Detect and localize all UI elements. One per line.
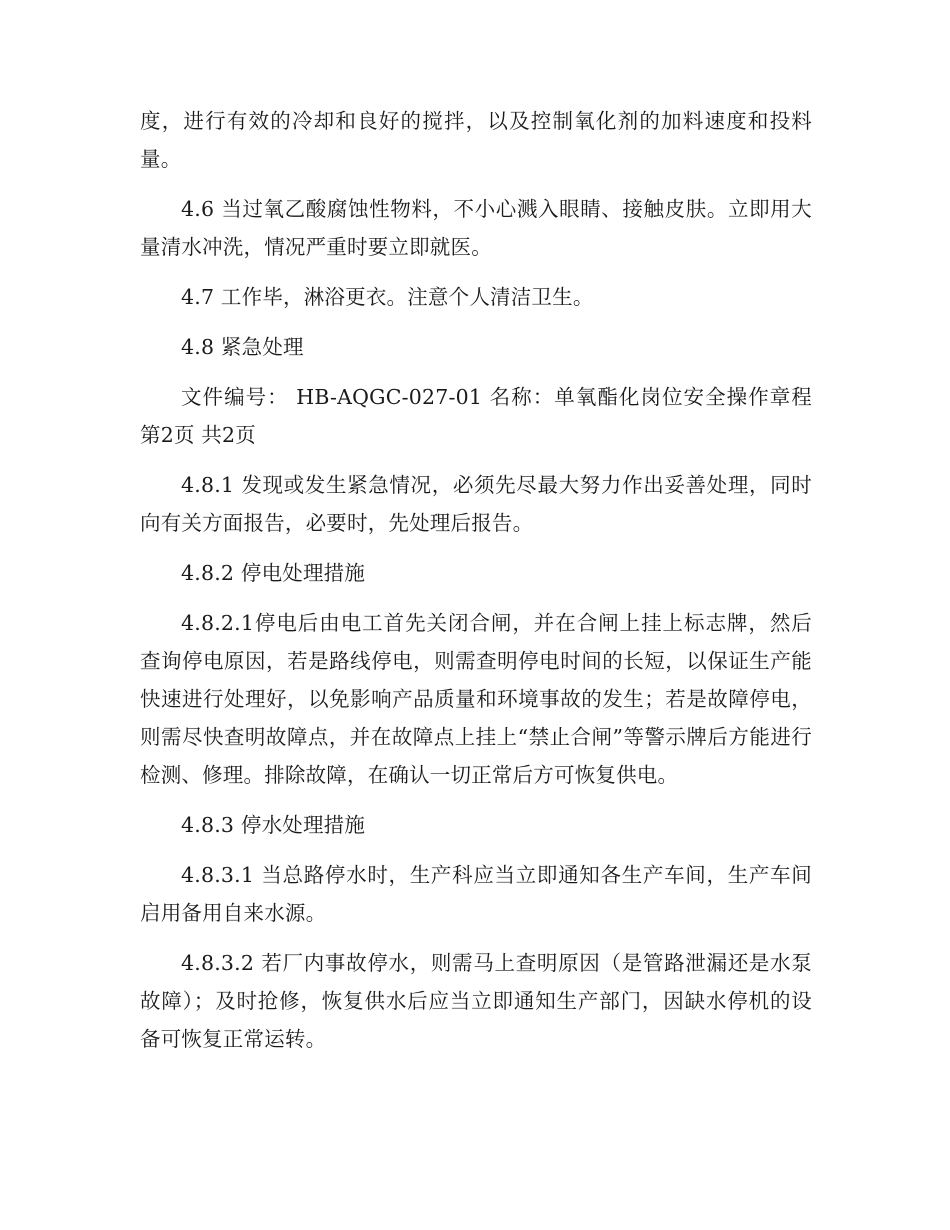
heading-4-8-2: 4.8.2 停电处理措施 xyxy=(181,561,366,585)
paragraph-4-8-2-1: 4.8.2.1停电后由电工首先关闭合闸，并在合闸上挂上标志牌，然后查询停电原因，若是路线停电，则需查明停电时间的长短，以保证生产能快速进行处理好，以免影响产品质量和环境事故的发生；若是故障停电，则需尽快查明故障点，并在故障点上挂上“禁止合闸”等警示牌后方能进行检测、修理。排除故障，在确认一切正常后方可恢复供电。 xyxy=(140,611,812,787)
heading-4-8-3: 4.8.3 停水处理措施 xyxy=(181,813,366,837)
paragraph-4-6: 4.6 当过氧乙酸腐蚀性物料，不小心溅入眼睛、接触皮肤。立即用大量清水冲洗，情况严重时要立即就医。 xyxy=(140,197,812,259)
heading-4-8: 4.8 紧急处理 xyxy=(181,335,304,359)
document-header-info: 文件编号： HB-AQGC-027-01 名称：单氧酯化岗位安全操作章程 第2页 共2页 xyxy=(140,385,812,447)
paragraph-4-8-1: 4.8.1 发现或发生紧急情况，必须先尽最大努力作出妥善处理，同时向有关方面报告，必要时，先处理后报告。 xyxy=(140,473,812,535)
paragraph-continuation: 度，进行有效的冷却和良好的搅拌，以及控制氧化剂的加料速度和投料量。 xyxy=(140,109,812,171)
paragraph-4-7: 4.7 工作毕，淋浴更衣。注意个人清洁卫生。 xyxy=(181,285,594,309)
document-body xyxy=(140,102,812,1070)
paragraph-4-8-3-1: 4.8.3.1 当总路停水时，生产科应当立即通知各生产车间，生产车间启用备用自来水源。 xyxy=(140,863,812,925)
paragraph-4-8-3-2: 4.8.3.2 若厂内事故停水，则需马上查明原因（是管路泄漏还是水泵故障）；及时抢修，恢复供水后应当立即通知生产部门，因缺水停机的设备可恢复正常运转。 xyxy=(140,951,812,1051)
